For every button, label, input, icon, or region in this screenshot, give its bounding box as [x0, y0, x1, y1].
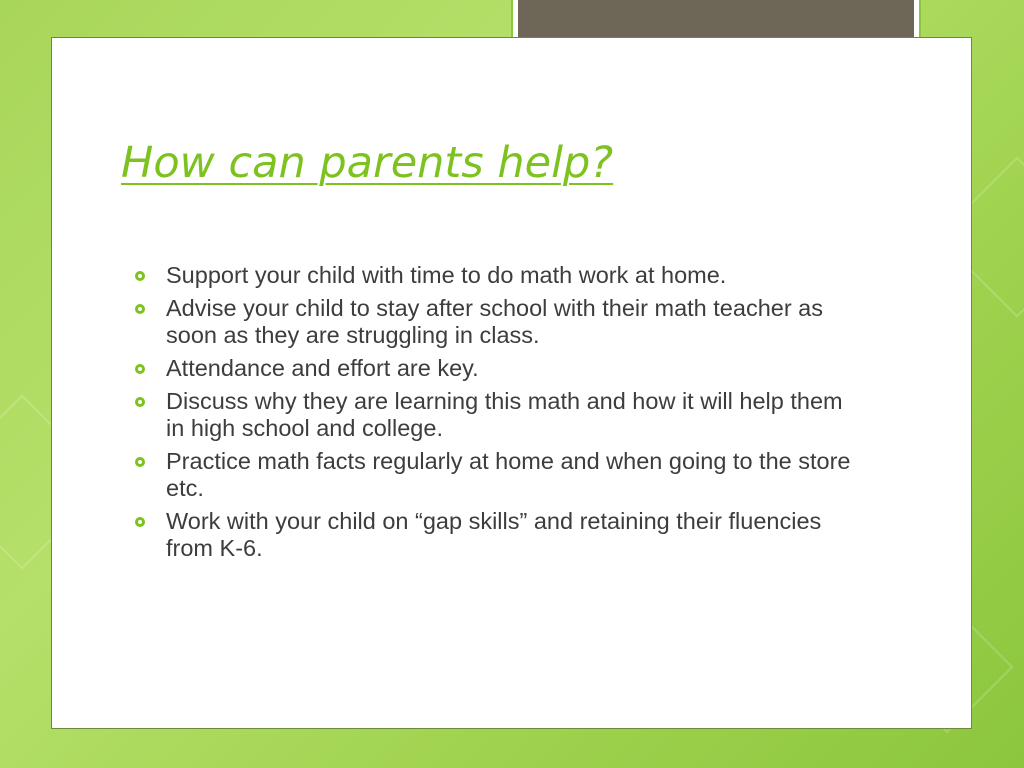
- ring-bullet-icon: [135, 364, 145, 374]
- bullet-text: Advise your child to stay after school with their math teacher as soon as they are struggling in class.: [166, 295, 824, 348]
- ring-bullet-icon: [135, 457, 145, 467]
- bullet-text: Work with your child on “gap skills” and retaining their fluencies from K-6.: [166, 508, 822, 561]
- bullet-list: [135, 262, 865, 568]
- ring-bullet-icon: [135, 517, 145, 527]
- list-item: [135, 262, 865, 289]
- bullet-text: Practice math facts regularly at home and when going to the store etc.: [166, 448, 851, 501]
- list-item: [135, 355, 865, 382]
- slide-title: How can parents help?: [121, 138, 614, 188]
- list-item: [135, 295, 865, 349]
- ring-bullet-icon: [135, 271, 145, 281]
- list-item: [135, 448, 865, 502]
- list-item: [135, 508, 865, 562]
- list-item: [135, 388, 865, 442]
- bullet-text: Support your child with time to do math work at home.: [166, 262, 727, 288]
- bullet-text: Discuss why they are learning this math and how it will help them in high school and college.: [166, 388, 843, 441]
- ring-bullet-icon: [135, 304, 145, 314]
- ring-bullet-icon: [135, 397, 145, 407]
- bullet-text: Attendance and effort are key.: [166, 355, 479, 381]
